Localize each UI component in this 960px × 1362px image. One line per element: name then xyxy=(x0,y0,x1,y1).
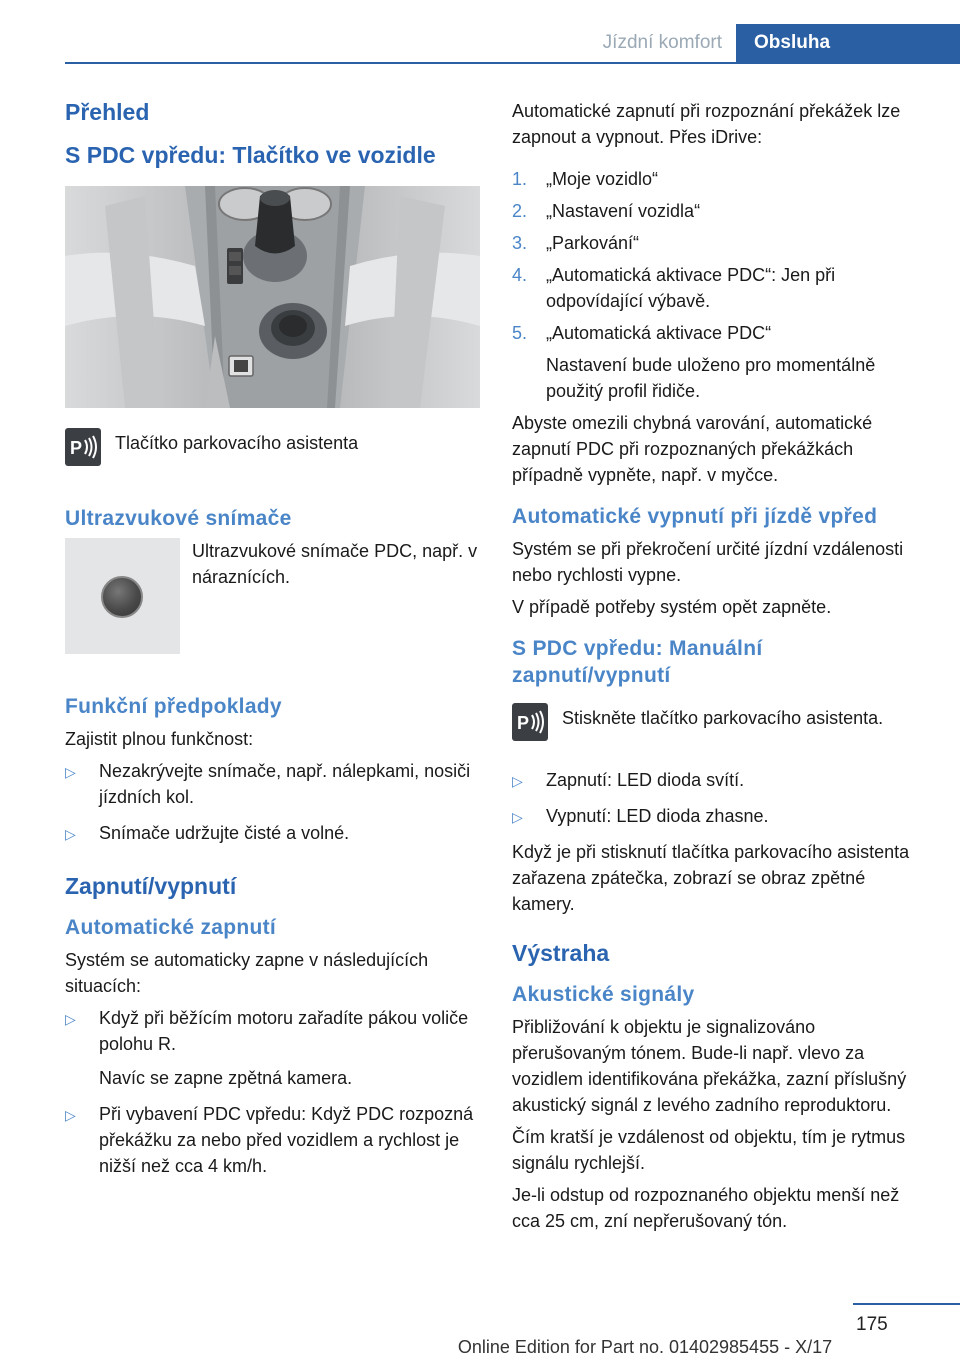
acoustic-text-2: Čím kratší je vzdálenost od objektu, tím je rytmus signálu rychlejší. xyxy=(512,1126,906,1173)
button-heading: S PDC vpředu: Tlačítko ve vozidle xyxy=(65,141,436,168)
bullet-triangle-icon: ▷ xyxy=(65,826,76,842)
prereq-list xyxy=(65,758,480,846)
manual-icon-text: Stiskněte tlačítko parkovacího asistenta. xyxy=(562,707,884,728)
console-photo xyxy=(65,186,480,408)
ultrasonic-sensor-icon xyxy=(101,576,143,618)
idrive-intro: Automatické zapnutí při rozpoznání překážek lze zapnout a vypnout. Přes iDrive: xyxy=(512,101,901,147)
manual-heading: S PDC vpředu: Manuální zapnutí/vypnutí xyxy=(512,637,763,687)
list-item: ▷ Když při běžícím motoru zařadíte pákou voliče polohu R. Navíc se zapne zpětná kamera. xyxy=(65,1008,469,1088)
auto-off-heading: Automatické vypnutí při jízdě vpřed xyxy=(512,505,878,528)
onoff-heading: Zapnutí/vypnutí xyxy=(65,873,237,899)
manual-icon-row xyxy=(512,701,927,741)
bullet-triangle-icon: ▷ xyxy=(65,1107,76,1123)
auto-off-text-1: Systém se při překročení určité jízdní vzdálenosti nebo rychlosti vypne. xyxy=(512,539,904,586)
list-item: ▷ Vypnutí: LED dioda zhasne. xyxy=(512,803,927,829)
list-item: ▷ Snímače udržujte čisté a volné. xyxy=(65,820,480,846)
svg-text:P: P xyxy=(517,712,530,733)
header-tabs xyxy=(0,24,960,62)
prereq-heading: Funkční předpoklady xyxy=(65,694,282,718)
reverse-text: Když je při stisknutí tlačítka parkovacího asistenta zařazena zpátečka, zobrazí se obraz zpětné kamery. xyxy=(512,841,910,914)
right-column xyxy=(512,98,927,1240)
acoustic-heading: Akustické signály xyxy=(512,982,695,1006)
idrive-steps xyxy=(512,166,927,404)
tab-active: Obsluha xyxy=(736,24,960,62)
bullet-triangle-icon: ▷ xyxy=(512,808,523,825)
prereq-intro: Zajistit plnou funkčnost: xyxy=(65,729,254,749)
bullet-triangle-icon: ▷ xyxy=(65,764,76,780)
avoid-text: Abyste omezili chybná varování, automatické zapnutí PDC při rozpoznaných překážkách případně vypněte, např. v myčce. xyxy=(512,413,873,485)
icon-caption: Tlačítko parkovacího asistenta xyxy=(115,432,359,453)
edition-footer: Online Edition for Part no. 01402985455 - X/17 xyxy=(457,1337,833,1357)
list-item: ▷ Zapnutí: LED dioda svítí. xyxy=(512,767,927,793)
list-item: 5. „Automatická aktivace PDC“ Nastavení bude uloženo pro momentálně použitý profil řidiče. xyxy=(512,323,876,401)
list-item: 1. „Moje vozidlo“ xyxy=(512,169,659,189)
list-item: ▷ Nezakrývejte snímače, např. nálepkami, nosiči jízdních kol. xyxy=(65,761,471,807)
sensor-image xyxy=(65,538,180,654)
page-number: 175 xyxy=(856,1314,888,1335)
acoustic-text-3: Je-li odstup od rozpoznaného objektu menší než cca 25 cm, zní nepřerušovaný tón. xyxy=(512,1184,900,1231)
overview-heading: Přehled xyxy=(65,99,150,125)
warning-heading: Výstraha xyxy=(512,939,610,966)
auto-on-list xyxy=(65,1005,480,1179)
parking-assistant-icon xyxy=(65,428,101,466)
auto-on-text: Systém se automaticky zapne v následujících situacích: xyxy=(65,950,429,996)
svg-text:P: P xyxy=(70,437,83,458)
icon-caption-row xyxy=(65,426,480,466)
tab-section: Jízdní komfort xyxy=(602,32,722,53)
parking-assistant-icon xyxy=(512,703,548,741)
auto-off-text-2: V případě potřeby systém opět zapněte. xyxy=(512,597,832,618)
left-column xyxy=(65,98,480,1189)
list-item: 4. „Automatická aktivace PDC“: Jen při odpovídající výbavě. xyxy=(512,265,836,311)
auto-on-heading: Automatické zapnutí xyxy=(65,915,277,939)
manual-list xyxy=(512,767,927,829)
list-item: 3. „Parkování“ xyxy=(512,233,640,253)
bullet-triangle-icon: ▷ xyxy=(65,1011,76,1027)
list-item: ▷ Při vybavení PDC vpředu: Když PDC rozpozná překážku za nebo před vozidlem a rychlost je nižší než cca 4 km/h. xyxy=(65,1104,474,1176)
sensors-row xyxy=(65,538,480,654)
acoustic-text-1: Přibližování k objektu je signalizováno přerušovaným tónem. Bude-li např. vlevo za vozidlem identifikována překážka, zazní příslušný akustický signál z levého zadního reproduktoru. xyxy=(512,1016,907,1115)
list-item: 2. „Nastavení vozidla“ xyxy=(512,201,701,221)
footer-divider xyxy=(853,1303,960,1305)
sensors-heading: Ultrazvukové snímače xyxy=(65,506,292,530)
console-illustration xyxy=(65,186,480,408)
bullet-triangle-icon: ▷ xyxy=(512,772,523,789)
sensors-text: Ultrazvukové snímače PDC, např. v náraznících. xyxy=(192,540,478,587)
header-divider xyxy=(65,62,960,64)
